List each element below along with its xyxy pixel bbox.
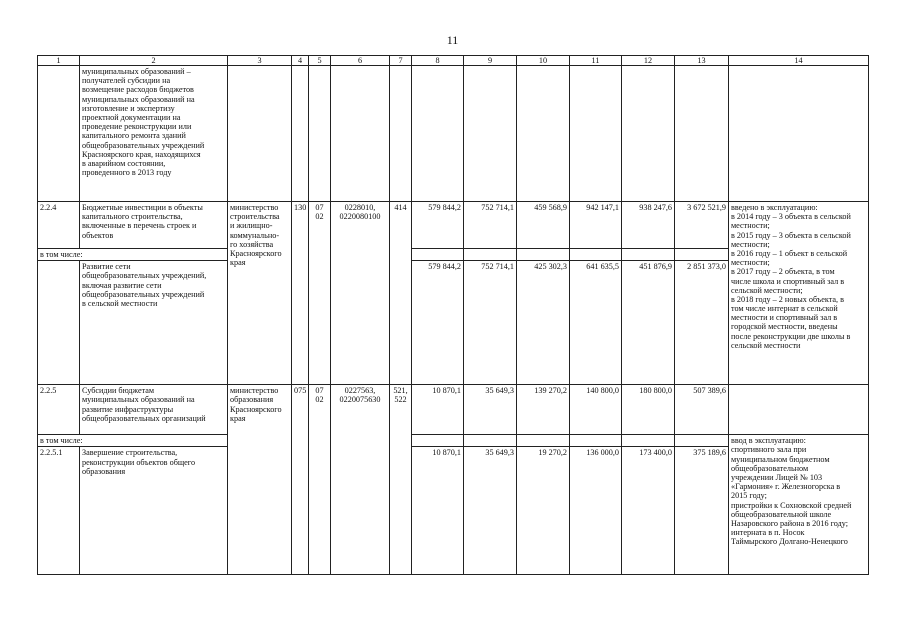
table-row [38,435,869,447]
value-cell: 3 672 521,9 [675,202,729,249]
column-header-row [38,56,869,66]
ministry-cell: министерство строительства и жилищно- коммунально- го хозяйства Красноярского края [228,202,292,385]
table-row [38,66,869,202]
result-cell: ввод в эксплуатацию: спортивного зала при муниципальном бюджетном общеобразовательном учреждении Лицей № 103 «Гармония» г. Железногорска в 2015 году; пристройки к Сохновской средней общеобразовательной школе Назаровского района в 2016 году; интерната в п. Носок Таймырского Долгано-Ненецкого [729,435,869,575]
value-cell: 140 800,0 [570,385,622,435]
value-cell: 375 189,6 [675,447,729,575]
value-cell: 139 270,2 [517,385,570,435]
code-cell: 075 [292,385,309,575]
row-name-cell: муниципальных образований – получателей субсидии на возмещение расходов бюджетов муниципальных образований на изготовление и экспертизу проектной документации на проведение реконструкции или капитального ремонта зданий общеобразовательных учреждений Красноярского края, находящихся в аварийном состоянии, проведенного в 2013 году [80,66,228,202]
row-number: 2.2.4 [38,202,80,249]
col-header: 12 [622,56,675,66]
value-cell: 10 870,1 [412,385,464,435]
incl-label: в том числе: [38,435,228,447]
col-header: 3 [228,56,292,66]
value-cell: 173 400,0 [622,447,675,575]
value-cell: 579 844,2 [412,261,464,385]
target-code-cell: 0227563, 0220075630 [331,385,390,575]
value-cell: 180 800,0 [622,385,675,435]
value-cell: 2 851 373,0 [675,261,729,385]
col-header: 1 [38,56,80,66]
value-cell: 10 870,1 [412,447,464,575]
value-cell: 19 270,2 [517,447,570,575]
col-header: 2 [80,56,228,66]
col-header: 9 [464,56,517,66]
value-cell: 507 389,6 [675,385,729,435]
value-cell: 641 635,5 [570,261,622,385]
row-name-cell: Субсидии бюджетам муниципальных образований на развитие инфраструктуры общеобразовательных организаций [80,385,228,435]
incl-label: в том числе: [38,249,228,261]
col-header: 4 [292,56,309,66]
ministry-cell: министерство образования Красноярского края [228,385,292,575]
table-row [38,385,869,435]
value-cell: 938 247,6 [622,202,675,249]
value-cell: 425 302,3 [517,261,570,385]
value-cell: 459 568,9 [517,202,570,249]
row-number: 2.2.5 [38,385,80,435]
value-cell: 35 649,3 [464,385,517,435]
expense-type-cell: 521, 522 [390,385,412,575]
page-number: 11 [446,33,459,47]
col-header: 8 [412,56,464,66]
col-header: 13 [675,56,729,66]
target-code-cell: 0228010, 0220080100 [331,202,390,385]
section-cell: 07 02 [309,385,331,575]
col-header: 10 [517,56,570,66]
section-cell: 07 02 [309,202,331,385]
table-row [38,202,869,249]
value-cell: 942 147,1 [570,202,622,249]
row-name-cell: Бюджетные инвестиции в объекты капитального строительства, включенные в перечень строек и объектов [80,202,228,249]
value-cell: 752 714,1 [464,202,517,249]
budget-table [37,55,869,575]
expense-type-cell: 414 [390,202,412,385]
col-header: 5 [309,56,331,66]
row-name-cell: Развитие сети общеобразовательных учреждений, включая развитие сети общеобразовательных учреждений в сельской местности [80,261,228,385]
code-cell: 130 [292,202,309,385]
value-cell: 35 649,3 [464,447,517,575]
value-cell: 451 876,9 [622,261,675,385]
value-cell: 752 714,1 [464,261,517,385]
col-header: 6 [331,56,390,66]
col-header: 7 [390,56,412,66]
col-header: 11 [570,56,622,66]
result-cell: введено в эксплуатацию: в 2014 году – 3 объекта в сельской местности; в 2015 году – 3 объекта в сельской местности; в 2016 году – 1 объект в сельской местности; в 2017 году – 2 объекта, в том числе школа и спортивный зал в сельской местности; в 2018 году – 2 новых объекта, в том числе интернат в сельской местности и спортивный зал в городской местности, введены после реконструкции две школы в сельской местности [729,202,869,385]
value-cell: 579 844,2 [412,202,464,249]
row-number: 2.2.5.1 [38,447,80,575]
value-cell: 136 000,0 [570,447,622,575]
row-name-cell: Завершение строительства, реконструкции объектов общего образования [80,447,228,575]
col-header: 14 [729,56,869,66]
